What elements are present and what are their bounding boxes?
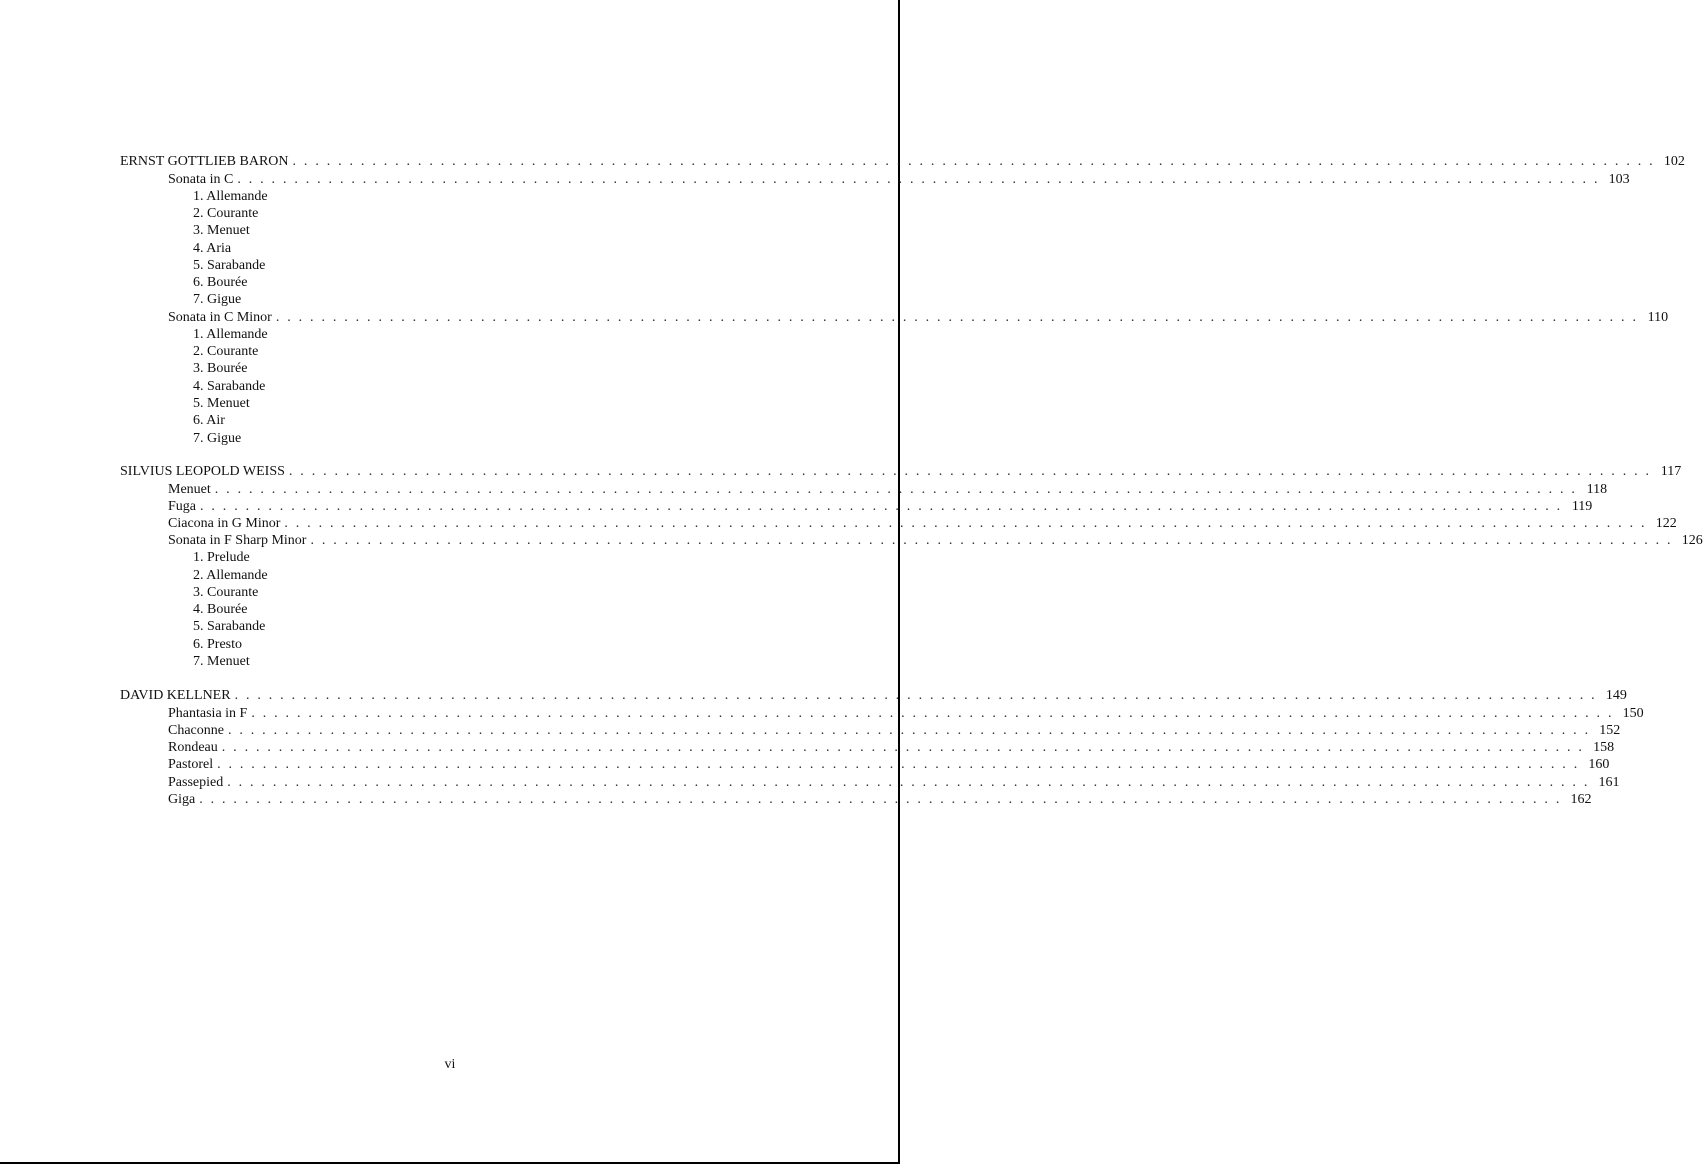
work-title: Passepied: [168, 774, 227, 791]
movement-item: 1. Allemande: [193, 327, 268, 342]
dot-leader: . . . . . . . . . . . . . . . . . . . . . . . . . . . . . . . . . . . . . . . . . . . . . . . . . . . . . . . . . . . . . . . . . . . . . . . . . . . . . . . . . . . . . . . . . . . . . . . . . . . . . . . . . . . . . . . . . . . . . . . .: [310, 533, 1673, 548]
dot-leader: . . . . . . . . . . . . . . . . . . . . . . . . . . . . . . . . . . . . . . . . . . . . . . . . . . . . . . . . . . . . . . . . . . . . . . . . . . . . . . . . . . . . . . . . . . . . . . . . . . . . . . . . . . . . . . . . . . . . . . . .: [214, 482, 1578, 497]
work-title: Giga: [168, 791, 199, 808]
page-ref: 122: [1655, 516, 1677, 531]
movement-item: 3. Menuet: [193, 223, 250, 238]
page-ref: 118: [1586, 482, 1608, 497]
dot-leader: . . . . . . . . . . . . . . . . . . . . . . . . . . . . . . . . . . . . . . . . . . . . . . . . . . . . . . . . . . . . . . . . . . . . . . . . . . . . . . . . . . . . . . . . . . . . . . . . . . . . . . . . . . . . . . . . . . . . . . . .: [275, 310, 1639, 325]
dot-leader: . . . . . . . . . . . . . . . . . . . . . . . . . . . . . . . . . . . . . . . . . . . . . . . . . . . . . . . . . . . . . . . . . . . . . . . . . . . . . . . . . . . . . . . . . . . . . . . . . . . . . . . . . . . . . . . . . . . . . . . .: [284, 516, 1647, 531]
page-ref: 149: [1605, 688, 1627, 703]
movement-item: 2. Allemande: [193, 568, 268, 583]
page-ref: 119: [1571, 499, 1593, 514]
work-title: Ciacona in G Minor: [168, 515, 284, 532]
page-ref: 162: [1570, 792, 1592, 807]
toc-entry-work[interactable]: [168, 171, 1630, 188]
toc-entry-work[interactable]: [168, 756, 1610, 773]
dot-leader: . . . . . . . . . . . . . . . . . . . . . . . . . . . . . . . . . . . . . . . . . . . . . . . . . . . . . . . . . . . . . . . . . . . . . . . . . . . . . . . . . . . . . . . . . . . . . . . . . . . . . . . . . . . . . . . . . . . . . . . .: [288, 464, 1652, 479]
page-ref: 126: [1681, 533, 1703, 548]
toc-entry-work[interactable]: [168, 498, 1593, 515]
dot-leader: . . . . . . . . . . . . . . . . . . . . . . . . . . . . . . . . . . . . . . . . . . . . . . . . . . . . . . . . . . . . . . . . . . . . . . . . . . . . . . . . . . . . . . . . . . . . . . . . . . . . . . . . . . . . . . . . . . . . . . . .: [292, 154, 1655, 169]
page-ref: 117: [1660, 464, 1682, 479]
page-number: vi: [444, 1057, 456, 1072]
movement-item: 5. Sarabande: [193, 258, 266, 273]
work-title: Sonata in C Minor: [168, 309, 276, 326]
dot-leader: . . . . . . . . . . . . . . . . . . . . . . . . . . . . . . . . . . . . . . . . . . . . . . . . . . . . . . . . . . . . . . . . . . . . . . . . . . . . . . . . . . . . . . . . . . . . . . . . . . . . . . . . . . . . . . . . . . . . . . . .: [227, 775, 1590, 790]
toc-entry-work[interactable]: [168, 705, 1644, 722]
movement-item: 2. Courante: [193, 344, 259, 359]
page-ref: 161: [1598, 775, 1620, 790]
movement-item: 7. Gigue: [193, 431, 242, 446]
work-title: Chaconne: [168, 722, 228, 739]
page-ref: 103: [1608, 172, 1630, 187]
page-ref: 158: [1593, 740, 1615, 755]
movement-item: 6. Bourée: [193, 275, 248, 290]
page-ref: 160: [1588, 757, 1610, 772]
composer-name: ERNST GOTTLIEB BARON: [120, 153, 293, 170]
work-title: Pastorel: [168, 756, 217, 773]
dot-leader: . . . . . . . . . . . . . . . . . . . . . . . . . . . . . . . . . . . . . . . . . . . . . . . . . . . . . . . . . . . . . . . . . . . . . . . . . . . . . . . . . . . . . . . . . . . . . . . . . . . . . . . . . . . . . . . . . . . . . . . .: [251, 706, 1614, 721]
toc-entry-work[interactable]: [168, 739, 1615, 756]
page-ref: 110: [1647, 310, 1669, 325]
dot-leader: . . . . . . . . . . . . . . . . . . . . . . . . . . . . . . . . . . . . . . . . . . . . . . . . . . . . . . . . . . . . . . . . . . . . . . . . . . . . . . . . . . . . . . . . . . . . . . . . . . . . . . . . . . . . . . . . . . . . . . . .: [217, 757, 1580, 772]
toc-entry-composer-weiss[interactable]: [120, 463, 1682, 480]
movement-item: 6. Air: [193, 413, 225, 428]
dot-leader: . . . . . . . . . . . . . . . . . . . . . . . . . . . . . . . . . . . . . . . . . . . . . . . . . . . . . . . . . . . . . . . . . . . . . . . . . . . . . . . . . . . . . . . . . . . . . . . . . . . . . . . . . . . . . . . . . . . . . . . .: [234, 688, 1597, 703]
work-title: Sonata in C: [168, 171, 237, 188]
work-title: Fuga: [168, 498, 200, 515]
movement-item: 1. Prelude: [193, 550, 250, 565]
dot-leader: . . . . . . . . . . . . . . . . . . . . . . . . . . . . . . . . . . . . . . . . . . . . . . . . . . . . . . . . . . . . . . . . . . . . . . . . . . . . . . . . . . . . . . . . . . . . . . . . . . . . . . . . . . . . . . . . . . . . . . . .: [221, 740, 1585, 755]
composer-name: DAVID KELLNER: [120, 687, 235, 704]
dot-leader: . . . . . . . . . . . . . . . . . . . . . . . . . . . . . . . . . . . . . . . . . . . . . . . . . . . . . . . . . . . . . . . . . . . . . . . . . . . . . . . . . . . . . . . . . . . . . . . . . . . . . . . . . . . . . . . . . . . . . . . .: [199, 792, 1562, 807]
page-ref: 152: [1599, 723, 1621, 738]
toc-entry-work[interactable]: [168, 515, 1677, 532]
movement-item: 5. Menuet: [193, 396, 250, 411]
movement-item: 2. Courante: [193, 206, 259, 221]
movement-item: 7. Menuet: [193, 654, 250, 669]
movement-item: 4. Aria: [193, 241, 232, 256]
movement-item: 4. Sarabande: [193, 379, 266, 394]
dot-leader: . . . . . . . . . . . . . . . . . . . . . . . . . . . . . . . . . . . . . . . . . . . . . . . . . . . . . . . . . . . . . . . . . . . . . . . . . . . . . . . . . . . . . . . . . . . . . . . . . . . . . . . . . . . . . . . . . . . . . . . .: [237, 172, 1600, 187]
toc-entry-work[interactable]: [168, 722, 1621, 739]
toc-entry-work[interactable]: [168, 791, 1592, 808]
toc-entry-work[interactable]: [168, 481, 1608, 498]
page-ref: 150: [1622, 706, 1644, 721]
composer-name: SILVIUS LEOPOLD WEISS: [120, 463, 289, 480]
dot-leader: . . . . . . . . . . . . . . . . . . . . . . . . . . . . . . . . . . . . . . . . . . . . . . . . . . . . . . . . . . . . . . . . . . . . . . . . . . . . . . . . . . . . . . . . . . . . . . . . . . . . . . . . . . . . . . . . . . . . . . . .: [200, 499, 1563, 514]
work-title: Phantasia in F: [168, 705, 251, 722]
toc-entry-work[interactable]: [168, 532, 1703, 549]
toc-entry-work[interactable]: [168, 774, 1620, 791]
movement-item: 1. Allemande: [193, 189, 268, 204]
work-title: Menuet: [168, 481, 215, 498]
toc-entry-composer-kellner[interactable]: [120, 687, 1627, 704]
work-title: Sonata in F Sharp Minor: [168, 532, 310, 549]
movement-item: 6. Presto: [193, 637, 242, 652]
movement-item: 5. Sarabande: [193, 619, 266, 634]
movement-item: 4. Bourée: [193, 602, 248, 617]
movement-item: 7. Gigue: [193, 292, 242, 307]
movement-item: 3. Bourée: [193, 361, 248, 376]
toc-entry-composer-baron[interactable]: [120, 153, 1685, 170]
movement-item: 3. Courante: [193, 585, 259, 600]
toc-entry-work[interactable]: [168, 309, 1669, 326]
work-title: Rondeau: [168, 739, 222, 756]
dot-leader: . . . . . . . . . . . . . . . . . . . . . . . . . . . . . . . . . . . . . . . . . . . . . . . . . . . . . . . . . . . . . . . . . . . . . . . . . . . . . . . . . . . . . . . . . . . . . . . . . . . . . . . . . . . . . . . . . . . . . . . .: [227, 723, 1591, 738]
page-ref: 102: [1663, 154, 1685, 169]
